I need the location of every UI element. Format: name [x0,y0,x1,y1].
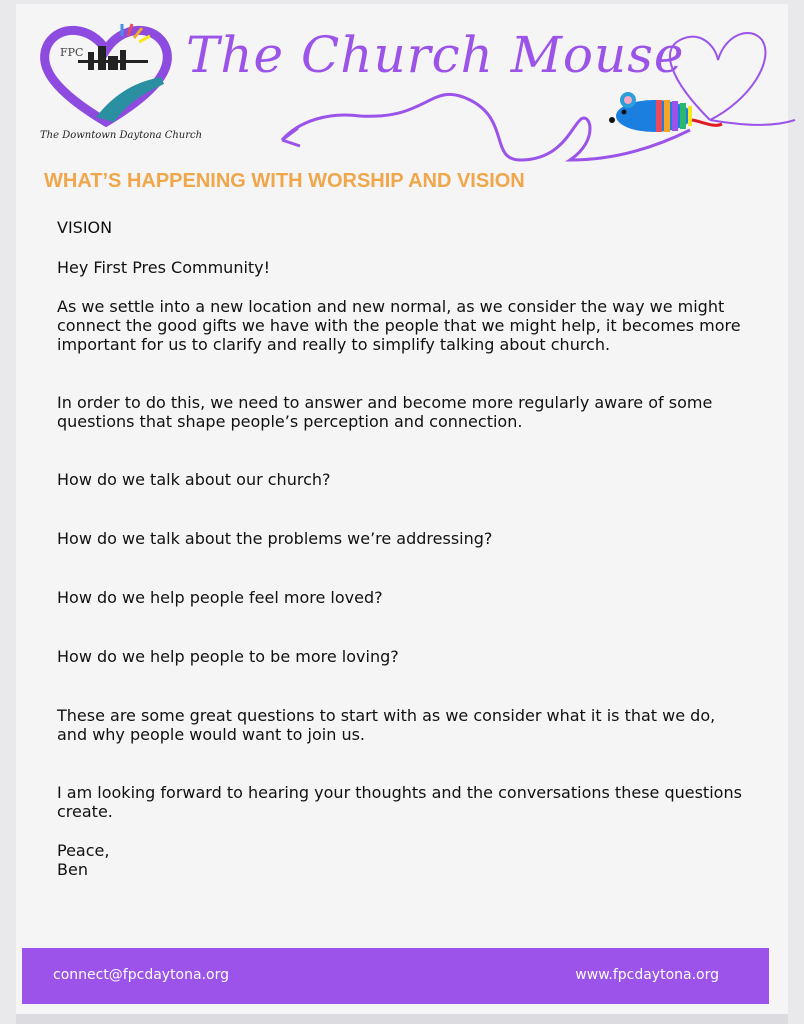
footer-bar [22,948,769,1004]
article-label: VISION [57,218,113,237]
heart-logo-icon [36,22,176,132]
paragraph-4: I am looking forward to hearing your thoughts and the conversations these questions create. [57,783,742,821]
question-1: How do we talk about our church? [57,470,331,489]
org-name: The Downtown Daytona Church [40,130,203,141]
page-bottom-edge [16,1014,788,1024]
question-2: How do we talk about the problems we’re addressing? [57,529,493,548]
question-4: How do we help people to be more loving? [57,647,399,666]
section-heading: WHAT’S HAPPENING WITH WORSHIP AND VISION [44,170,525,192]
footer-email-link[interactable]: connect@fpcdaytona.org [53,967,229,983]
greeting: Hey First Pres Community! [57,258,271,277]
church-logo [36,22,176,132]
signoff: Peace, [57,841,110,860]
footer-website-link[interactable]: www.fpcdaytona.org [575,967,719,983]
mouse-icon [604,84,724,144]
newsletter-title: The Church Mouse [186,26,685,84]
question-3: How do we help people feel more loved? [57,588,383,607]
article-body [57,218,747,879]
svg-text:FPC: FPC [60,46,84,59]
paragraph-2: In order to do this, we need to answer and become more regularly aware of some questions that shape people’s perception and connection. [57,393,713,431]
paragraph-1: As we settle into a new location and new normal, as we consider the way we might connect the good gifts we have with the people that we might help, it becomes more important for us to clarify and really to simplify talking about church. [57,297,741,354]
paragraph-3: These are some great questions to start with as we consider what it is that we do, and why people would want to join us. [57,706,716,744]
signature: Ben [57,860,88,879]
